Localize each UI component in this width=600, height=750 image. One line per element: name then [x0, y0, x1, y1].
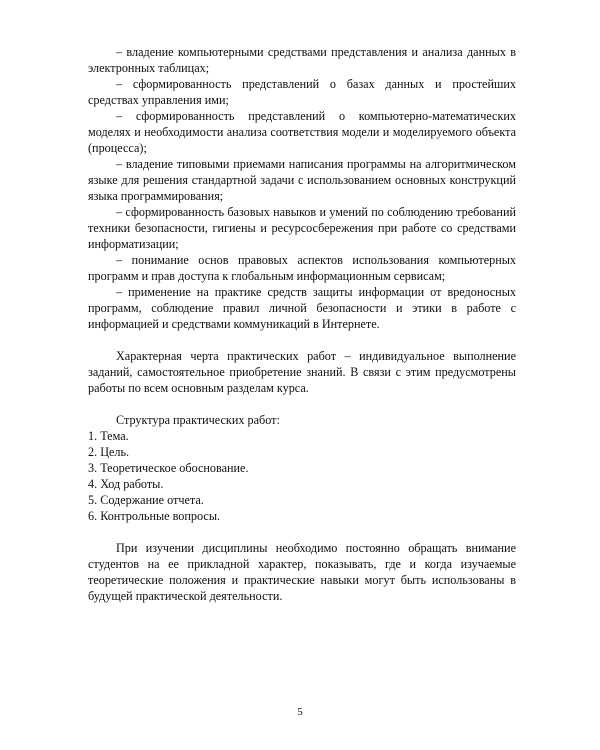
competency-list [88, 44, 516, 332]
competency-item: – владение типовыми приемами написания программы на алгоритмическом языке для решения стандартной задачи с использованием основных конструкций языка программирования; [88, 157, 516, 203]
structure-section [88, 412, 516, 524]
closing-paragraph: При изучении дисциплины необходимо постоянно обращать внимание студентов на ее прикладной характер, показывать, где и когда изучаемые теоретические положения и практические навыки могут быть использованы в будущей практической деятельности. [88, 541, 516, 603]
structure-item: 2. Цель. [88, 445, 130, 459]
competency-item: – сформированность базовых навыков и умений по соблюдению требований техники безопасности, гигиены и ресурсосбережения при работе со средствами информатизации; [88, 205, 516, 251]
competency-item: – применение на практике средств защиты информации от вредоносных программ, соблюдение правил личной безопасности и этики в работе с информацией и средствами коммуникаций в Интернете. [88, 285, 516, 331]
structure-item: 6. Контрольные вопросы. [88, 509, 221, 523]
page-body [88, 44, 516, 604]
competency-item: – сформированность представлений о базах данных и простейших средствах управления ими; [88, 77, 516, 107]
structure-item: 3. Теоретическое обоснование. [88, 461, 249, 475]
page-number: 5 [297, 706, 303, 718]
competency-item: – владение компьютерными средствами представления и анализа данных в электронных таблицах; [88, 45, 516, 75]
structure-title: Структура практических работ: [116, 413, 280, 427]
competency-item: – сформированность представлений о компьютерно-математических моделях и необходимости анализа соответствия модели и моделируемого объекта (процесса); [88, 109, 516, 155]
structure-item: 4. Ход работы. [88, 477, 164, 491]
spacer [88, 396, 516, 412]
spacer [88, 524, 516, 540]
structure-list [88, 428, 516, 524]
structure-item: 1. Тема. [88, 429, 129, 443]
competency-item: – понимание основ правовых аспектов использования компьютерных программ и прав доступа к глобальным информационным сервисам; [88, 253, 516, 283]
feature-paragraph: Характерная черта практических работ – индивидуальное выполнение заданий, самостоятельное приобретение знаний. В связи с этим предусмотрены работы по всем основным разделам курса. [88, 349, 516, 395]
structure-item: 5. Содержание отчета. [88, 493, 204, 507]
spacer [88, 332, 516, 348]
